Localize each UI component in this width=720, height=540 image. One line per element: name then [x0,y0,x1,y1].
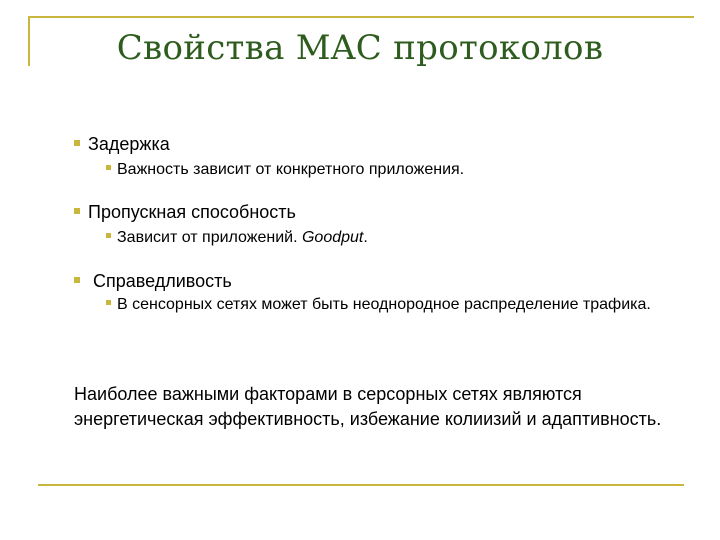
slide-title: Свойства MAC протоколов [116,28,604,68]
square-bullet-icon [74,208,80,214]
sub-bullet-tail: . [363,229,368,246]
frame-bottom-line [38,484,684,486]
bullet-item-throughput [74,201,296,223]
sub-bullet-text: Важность зависит от конкретного приложения. [117,161,465,178]
sub-bullet-fairness [106,294,656,316]
bullet-label: Пропускная способность [88,202,296,222]
sub-bullet-italic: Goodput [301,229,364,246]
bullet-item-delay [74,133,170,155]
square-bullet-icon [106,300,111,305]
sub-bullet-throughput [106,227,666,249]
square-bullet-icon [106,165,111,170]
sub-bullet-text: В сенсорных сетях может быть неоднородное распределение трафика. [117,296,651,313]
summary-paragraph: Наиболее важными факторами в серсорных сетях являются энергетическая эффективность, избежание колиизий и адаптивность. [74,384,662,429]
bullet-label: Справедливость [88,271,232,291]
bullet-label: Задержка [88,134,170,154]
square-bullet-icon [74,140,80,146]
bullet-item-fairness [74,270,232,292]
square-bullet-icon [74,277,80,283]
square-bullet-icon [106,233,111,238]
sub-bullet-text: Зависит от приложений. [117,229,298,246]
sub-bullet-delay [106,159,666,181]
